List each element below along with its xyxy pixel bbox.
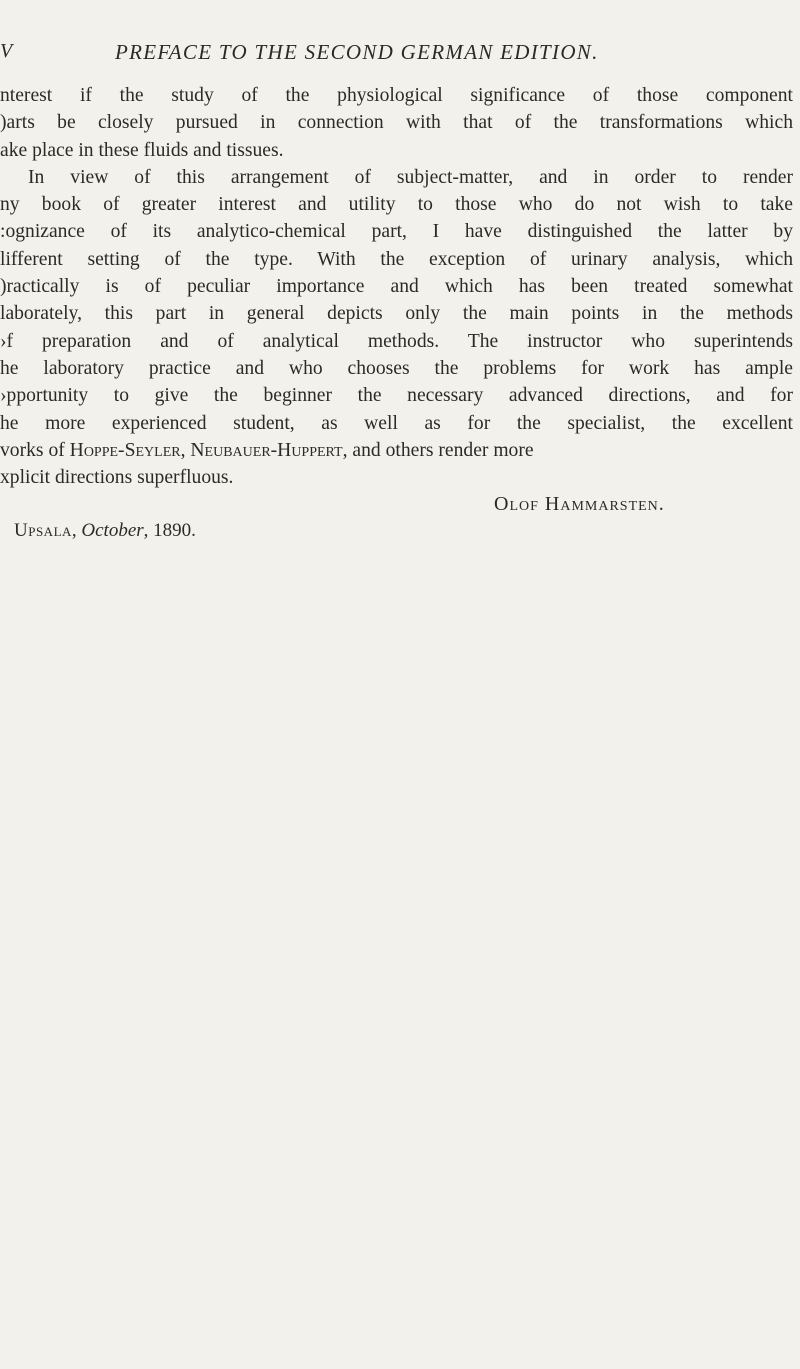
page-number: V xyxy=(0,40,14,62)
text-line: xplicit directions superfluous. xyxy=(0,467,234,489)
dateline-separator: , xyxy=(71,520,82,541)
author-signature: Olof Hammarsten. xyxy=(494,493,665,515)
text-line: ny book of greater interest and utility to those who do not wish to take xyxy=(0,194,793,216)
text-line: nterest if the study of the physiological significance of those component xyxy=(0,85,793,106)
text-line: laborately, this part in general depicts only the main points in the methods xyxy=(0,303,793,325)
preface-text xyxy=(0,82,800,491)
text-line: he laboratory practice and who chooses the problems for work has ample xyxy=(0,357,793,379)
text-line: In view of this arrangement of subject-matter, and in order to render xyxy=(28,166,793,188)
text-line: ake place in these fluids and tissues. xyxy=(0,139,284,161)
text-line: he more experienced student, as well as for the specialist, the excellent xyxy=(0,412,793,434)
running-head: PREFACE TO THE SECOND GERMAN EDITION. xyxy=(115,40,599,64)
text-line: ›f preparation and of analytical methods. The instructor who superintends xyxy=(0,330,793,352)
author-reference: Neubauer-Huppert xyxy=(190,439,343,461)
author-reference: Hoppe-Seyler xyxy=(69,439,181,461)
dateline xyxy=(14,520,196,542)
text-line: :ognizance of its analytico-chemical part, I have distinguished the latter by xyxy=(0,221,793,243)
text-line-authors xyxy=(0,437,800,464)
dateline-month: October xyxy=(81,520,144,541)
dateline-year: , 1890. xyxy=(143,520,196,541)
text-fragment: , and others render more xyxy=(342,439,534,461)
text-line: )arts be closely pursued in connection with that of the transformations which xyxy=(0,112,793,134)
text-line: )ractically is of peculiar importance and which has been treated somewhat xyxy=(0,276,793,298)
page-header xyxy=(0,40,800,70)
text-fragment: , xyxy=(180,439,191,461)
dateline-place: Upsala xyxy=(14,520,72,541)
text-fragment: vorks of xyxy=(0,439,70,461)
text-line: ›pportunity to give the beginner the necessary advanced directions, and for xyxy=(0,385,793,407)
text-line: lifferent setting of the type. With the exception of urinary analysis, which xyxy=(0,248,793,270)
